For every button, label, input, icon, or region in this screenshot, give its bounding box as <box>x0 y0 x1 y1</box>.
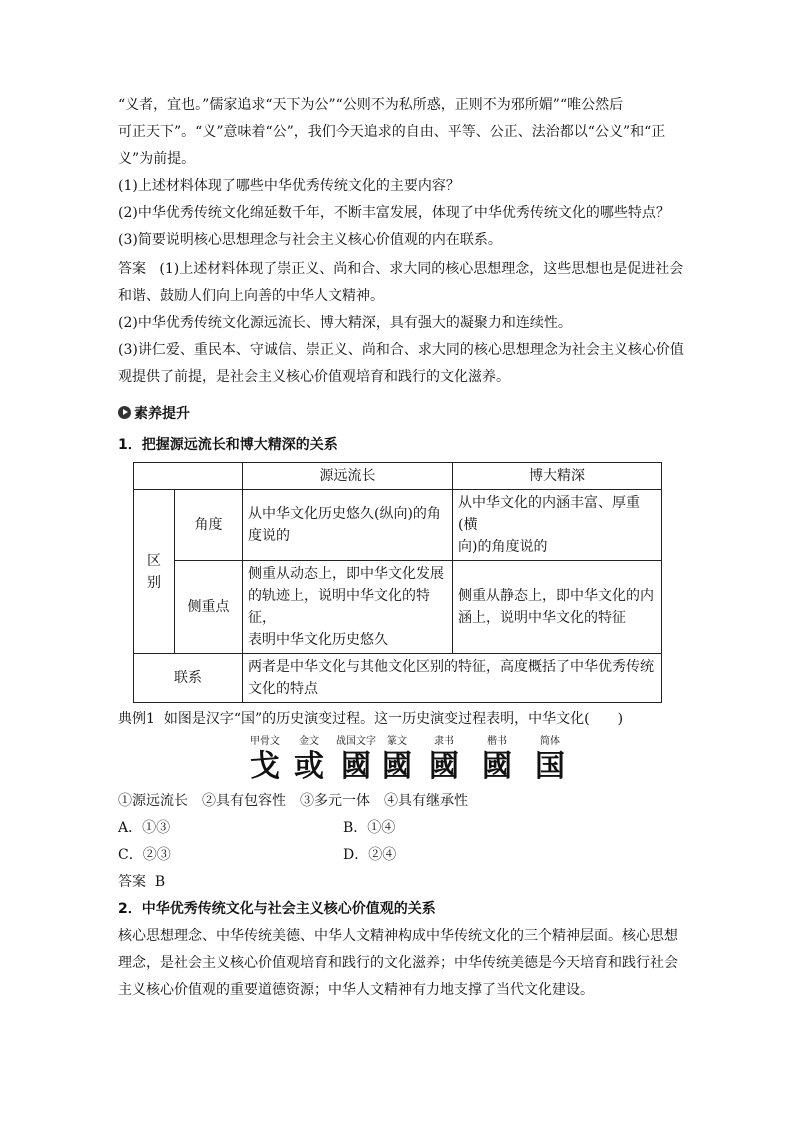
table-cell: 侧重从静态上，即中华文化的内 涵上，说明中华文化的特征 <box>453 561 662 654</box>
answer-2: (2)中华优秀传统文化源远流长、博大精深，具有强大的凝聚力和连续性。 <box>118 315 572 331</box>
table-group-label <box>134 490 175 654</box>
point-2-line-1: 核心思想理念、中华传统美德、中华人文精神构成中华传统文化的三个精神层面。核心思想 <box>118 928 678 944</box>
question-3: (3)简要说明核心思想理念与社会主义核心价值观的内在联系。 <box>118 232 502 248</box>
table-cell: 从中华文化的内涵丰富、厚重(横 向)的角度说的 <box>453 490 662 561</box>
group-label-char-1: 区 <box>147 552 161 569</box>
script-jinwen: 金文 或 <box>294 736 324 784</box>
question-1: (1)上述材料体现了哪些中华优秀传统文化的主要内容？ <box>118 178 460 194</box>
answer-3-line-2: 观提供了前提，是社会主义核心价值观培育和践行的文化滋养。 <box>118 369 510 385</box>
table-header-col2: 博大精深 <box>453 463 662 490</box>
option-d: D．②④ <box>343 847 397 863</box>
point-2-line-3: 主义核心价值观的重要道德资源；中华人文精神有力地支撑了当代文化建设。 <box>118 982 594 998</box>
table-corner-cell <box>134 463 243 490</box>
table-cell: 从中华文化历史悠久(纵向)的角 度说的 <box>243 490 453 561</box>
script-jiaguwen: 甲骨文 戈 <box>250 736 280 784</box>
table-cell: 两者是中华文化与其他文化区别的特征，高度概括了中华优秀传统 文化的特点 <box>243 654 662 703</box>
table-header-col1: 源远流长 <box>243 463 453 490</box>
table-cell: 侧重从动态上，即中华文化发展 的轨迹上，说明中华文化的特征， 表明中华文化历史悠久 <box>243 561 453 654</box>
script-lishu: 隶书 國 <box>429 736 459 784</box>
row-label-focus: 侧重点 <box>175 561 243 654</box>
example-1-stem-line <box>118 709 623 729</box>
table-row <box>134 561 662 654</box>
answer-1-line-1: (1)上述材料体现了崇正义、尚和合、求大同的核心思想理念，这些思想也是促进社会 <box>159 261 684 277</box>
answer-label: 答案 <box>118 261 146 277</box>
option-a: A．①③ <box>118 820 171 836</box>
table-row <box>134 490 662 561</box>
table-header-row <box>134 463 662 490</box>
script-zhanguo: 战国文字 國 <box>336 736 376 784</box>
example-answer <box>118 872 165 892</box>
answer-1-line-2: 和谐、鼓励人们向上向善的中华人文精神。 <box>118 288 384 304</box>
option-b: B．①④ <box>343 820 396 836</box>
script-kaishu: 楷书 國 <box>482 736 512 784</box>
comparison-table <box>133 462 662 703</box>
table-row <box>134 654 662 703</box>
point-2-heading: 2．中华优秀传统文化与社会主义核心价值观的关系 <box>118 901 436 917</box>
script-jianti: 简体 国 <box>535 736 565 784</box>
intro-line-2: 可正天下”。“义”意味着“公”，我们今天追求的自由、平等、公正、法治都以“公义”和“正 <box>118 124 666 140</box>
section-title: 素养提升 <box>134 406 190 422</box>
row-label-connection: 联系 <box>134 654 243 703</box>
point-1-heading: 1．把握源远流长和博大精深的关系 <box>118 437 338 453</box>
play-circle-icon <box>118 406 131 419</box>
intro-line-1: “义者，宜也。”儒家追求“天下为公”“公则不为私所惑，正则不为邪所媚”“唯公然后 <box>118 97 624 113</box>
intro-line-3: 义”为前提。 <box>118 151 196 167</box>
option-c: C．②③ <box>118 847 171 863</box>
row-label-angle: 角度 <box>175 490 243 561</box>
script-zhuanwen: 篆文 國 <box>382 736 412 784</box>
group-label-char-2: 别 <box>147 574 161 591</box>
example-answer-value: B <box>154 874 166 890</box>
point-2-line-2: 理念，是社会主义核心价值观培育和践行的文化滋养；中华传统美德是今天培育和践行社会 <box>118 955 678 971</box>
example-label: 典例1 <box>118 711 155 727</box>
answer-3-line-1: (3)讲仁爱、重民本、守诚信、崇正义、尚和合、求大同的核心思想理念为社会主义核心价值 <box>118 342 684 358</box>
section-heading <box>118 404 190 424</box>
example-stem: 如图是汉字“国”的历史演变过程。这一历史演变过程表明，中华文化( ) <box>163 711 624 727</box>
question-2: (2)中华优秀传统文化绵延数千年，不断丰富发展，体现了中华优秀传统文化的哪些特点？ <box>118 205 670 221</box>
answer-line-1 <box>118 259 683 279</box>
statements: ①源远流长 ②具有包容性 ③多元一体 ④具有继承性 <box>118 793 468 809</box>
example-answer-label: 答案 <box>118 874 146 890</box>
